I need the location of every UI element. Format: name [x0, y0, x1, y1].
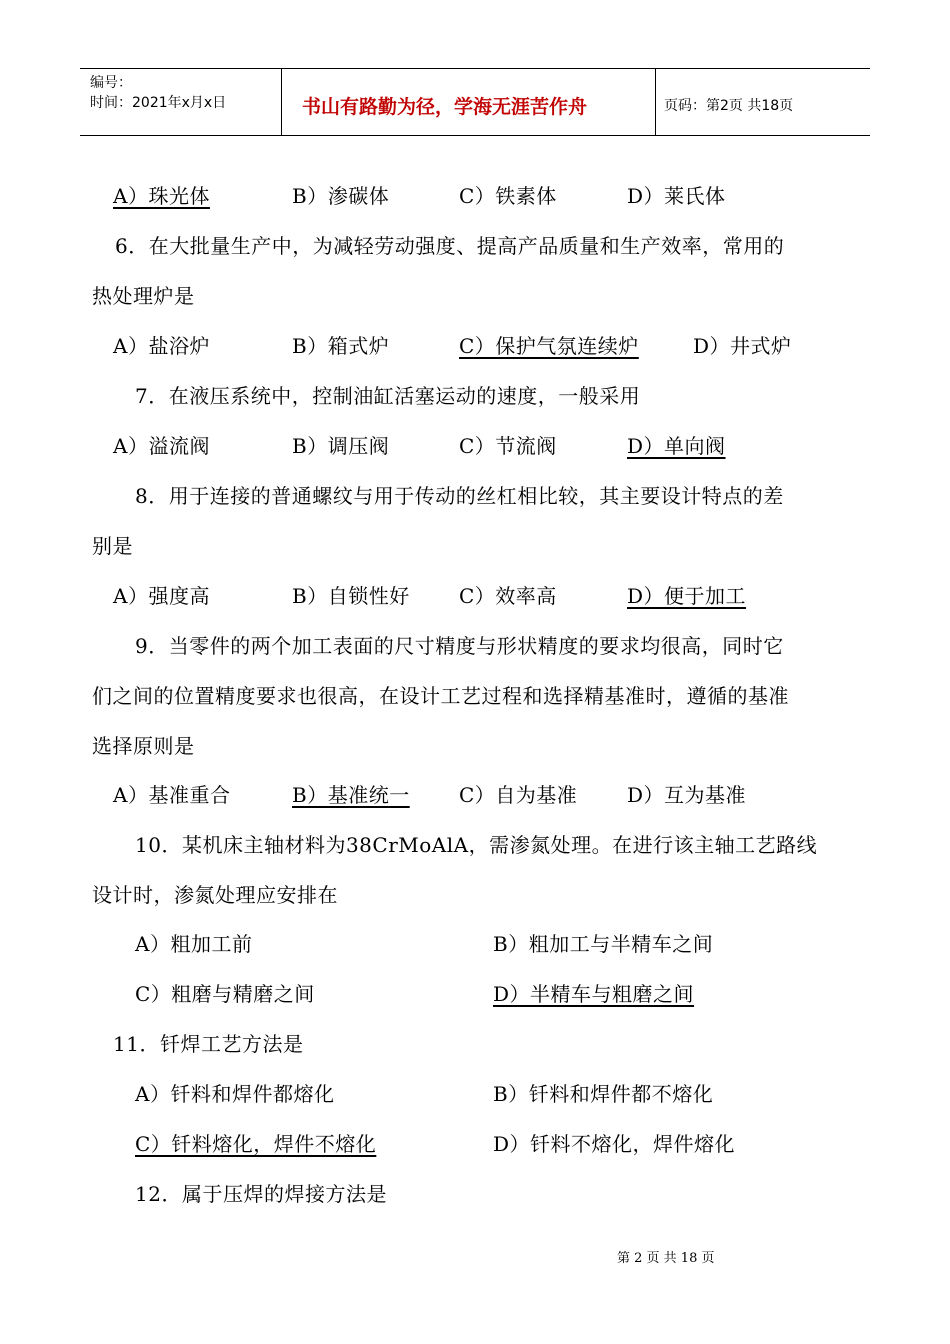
q10-option-a: A）粗加工前	[135, 932, 253, 956]
q10-option-d: D）半精车与粗磨之间	[493, 982, 695, 1006]
q7-option-d: D）单向阀	[627, 434, 726, 458]
header-page-info: 页码：第2页 共18页	[664, 98, 794, 114]
q5-option-a: A）珠光体	[113, 184, 210, 208]
q9-stem-line3: 选择原则是	[92, 734, 195, 758]
q6-stem-line2: 热处理炉是	[92, 284, 195, 308]
q9-option-b: B）基准统一	[292, 783, 410, 807]
q9-stem-line2: 们之间的位置精度要求也很高，在设计工艺过程和选择精基准时，遵循的基准	[92, 684, 789, 708]
q7-stem-line1: 7．在液压系统中，控制油缸活塞运动的速度，一般采用	[135, 384, 641, 408]
header-divider-right	[655, 68, 656, 135]
q9-option-a: A）基准重合	[113, 783, 231, 807]
q11-stem-line1: 11．钎焊工艺方法是	[113, 1032, 304, 1056]
q5-option-d: D）莱氏体	[627, 184, 726, 208]
header-motto: 书山有路勤为径，学海无涯苦作舟	[302, 96, 588, 118]
q11-option-c: C）钎料熔化，焊件不熔化	[135, 1132, 377, 1156]
q6-stem-line1: 6．在大批量生产中，为减轻劳动强度、提高产品质量和生产效率，常用的	[115, 234, 785, 258]
q8-stem-line1: 8．用于连接的普通螺纹与用于传动的丝杠相比较，其主要设计特点的差	[135, 484, 784, 508]
header-bottom-rule	[80, 135, 870, 136]
q9-option-c: C）自为基准	[459, 783, 578, 807]
q5-option-c: C）铁素体	[459, 184, 557, 208]
q8-stem-line2: 别是	[92, 534, 133, 558]
q8-option-a: A）强度高	[113, 584, 210, 608]
q7-option-a: A）溢流阀	[113, 434, 210, 458]
q6-option-c: C）保护气氛连续炉	[459, 334, 639, 358]
q8-option-c: C）效率高	[459, 584, 557, 608]
q11-option-a: A）钎料和焊件都熔化	[135, 1082, 335, 1106]
q7-option-b: B）调压阀	[292, 434, 390, 458]
q10-option-b: B）粗加工与半精车之间	[493, 932, 714, 956]
q11-option-d: D）钎料不熔化，焊件熔化	[493, 1132, 736, 1156]
header-time-label: 时间：2021年x月x日	[90, 95, 227, 111]
header-divider-left	[281, 68, 282, 135]
q12-stem-line1: 12．属于压焊的焊接方法是	[135, 1182, 387, 1206]
q6-option-d: D）井式炉	[693, 334, 792, 358]
header-top-rule	[80, 68, 870, 69]
q6-option-b: B）箱式炉	[292, 334, 390, 358]
q8-option-b: B）自锁性好	[292, 584, 410, 608]
q7-option-c: C）节流阀	[459, 434, 557, 458]
q9-option-d: D）互为基准	[627, 783, 747, 807]
q11-option-b: B）钎料和焊件都不熔化	[493, 1082, 714, 1106]
footer-page-number: 第 2 页 共 18 页	[617, 1251, 715, 1266]
header-number-label: 编号：	[90, 75, 132, 91]
q6-option-a: A）盐浴炉	[113, 334, 210, 358]
q8-option-d: D）便于加工	[627, 584, 747, 608]
q9-stem-line1: 9．当零件的两个加工表面的尺寸精度与形状精度的要求均很高，同时它	[135, 634, 784, 658]
q10-stem-line2: 设计时，渗氮处理应安排在	[92, 883, 338, 907]
q10-stem-line1: 10．某机床主轴材料为38CrMoAlA，需渗氮处理。在进行该主轴工艺路线	[135, 833, 818, 857]
q5-option-b: B）渗碳体	[292, 184, 390, 208]
q10-option-c: C）粗磨与精磨之间	[135, 982, 315, 1006]
